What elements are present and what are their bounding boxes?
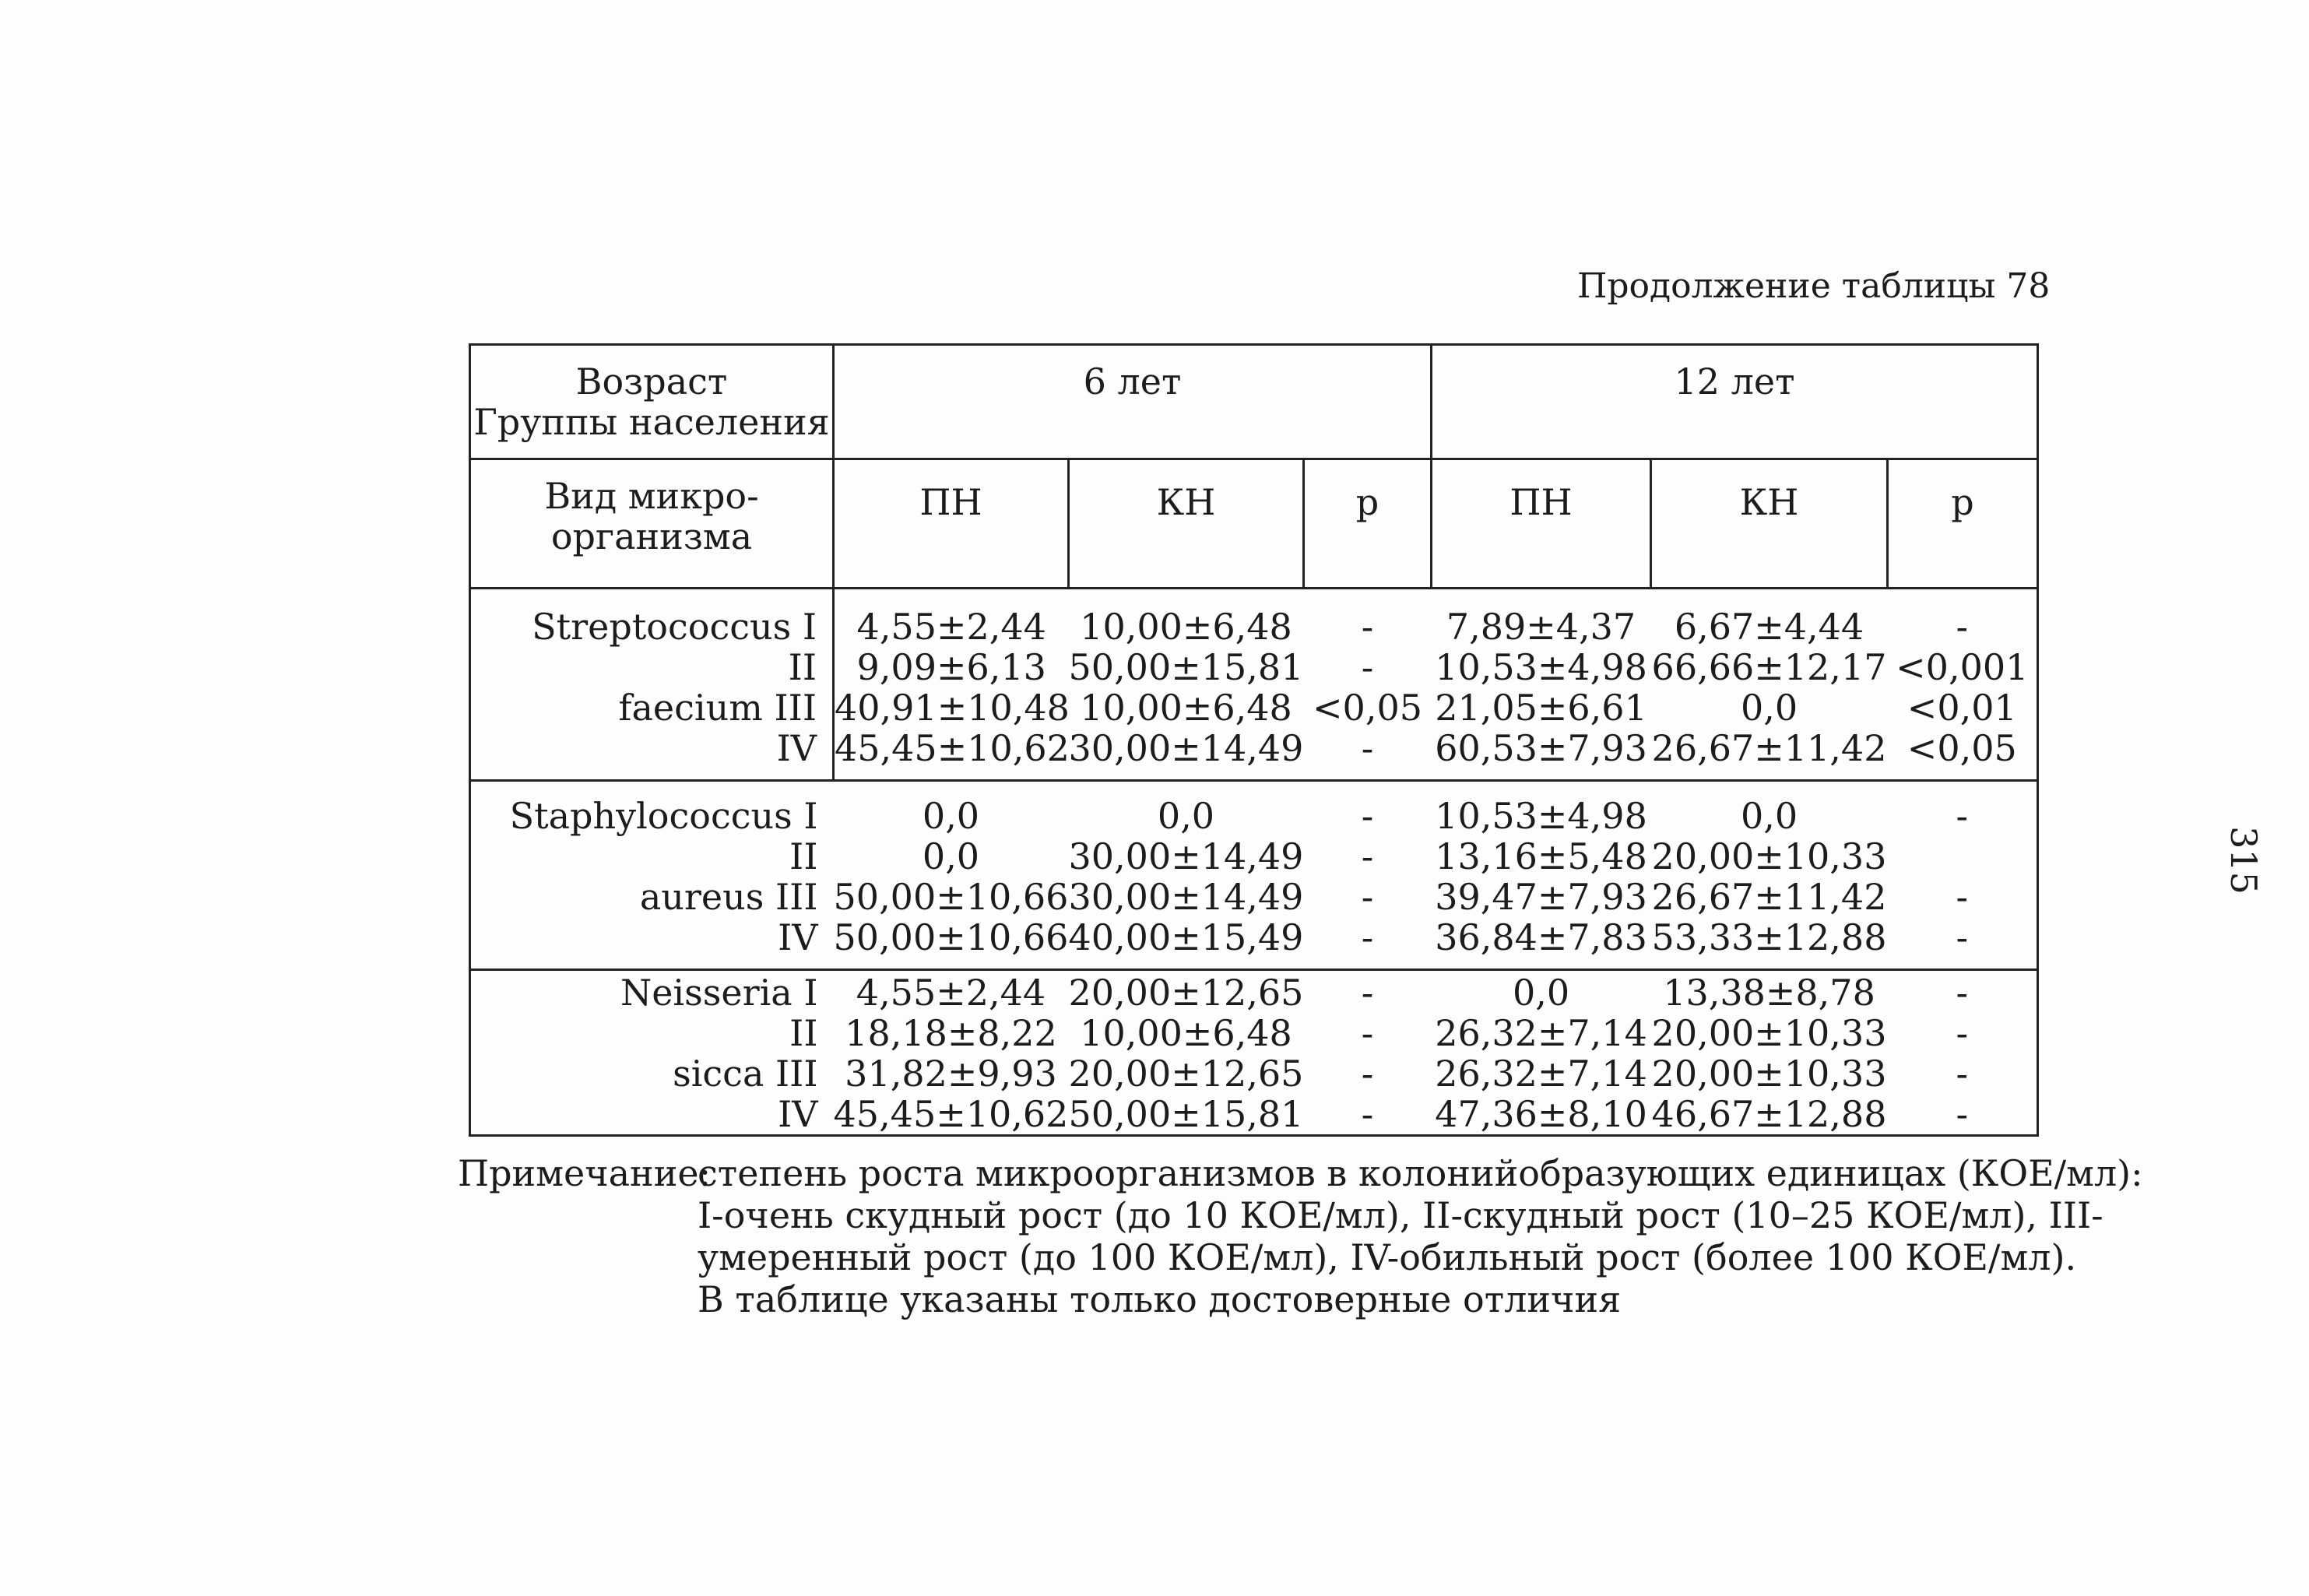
- organism-labels: [470, 781, 834, 970]
- p6-values: [1304, 970, 1432, 1136]
- table-cell: 30,00±14,49: [1068, 835, 1304, 877]
- table-cell: <0,001: [1896, 646, 2029, 688]
- table-cell: 40,00±15,49: [1068, 916, 1304, 958]
- table-cell: 36,84±7,83: [1435, 916, 1647, 958]
- table-cell: 30,00±14,49: [1068, 876, 1304, 918]
- header-p-6: p: [1304, 459, 1432, 589]
- note-text: [698, 1152, 2143, 1320]
- p12-values: [1888, 970, 2038, 1136]
- corner-organism-label-2: организма: [550, 515, 753, 557]
- table-cell: 0,0: [1740, 795, 1798, 837]
- group-staphylococcus: [470, 781, 2038, 970]
- organism-label: IV: [778, 916, 818, 958]
- note-line: I-очень скудный рост (до 10 КОЕ/мл), II-скудный рост (10–25 КОЕ/мл), III-: [698, 1194, 2103, 1236]
- table-cell: 10,00±6,48: [1080, 687, 1292, 729]
- table-cell: 60,53±7,93: [1435, 727, 1647, 769]
- table-cell: 0,0: [1740, 687, 1798, 729]
- organism-labels: [470, 970, 834, 1136]
- note-label: Примечание:: [458, 1152, 712, 1194]
- header-kn-12: КН: [1651, 459, 1888, 589]
- note-line: В таблице указаны только достоверные отличия: [698, 1278, 1622, 1320]
- table-cell: 0,0: [1157, 795, 1215, 837]
- organism-labels: [470, 589, 834, 781]
- table-cell: -: [1361, 1012, 1374, 1054]
- p6-values: [1304, 589, 1432, 781]
- kn6-values: [1069, 589, 1304, 781]
- table-cell: 47,36±8,10: [1435, 1093, 1647, 1135]
- corner-header-organism: [470, 459, 834, 589]
- pn6-values: [834, 781, 1069, 970]
- table-cell: 66,66±12,17: [1651, 646, 1887, 688]
- table-cell: -: [1361, 1053, 1374, 1095]
- pn6-values: [834, 589, 1069, 781]
- organism-label: faecium III: [618, 687, 817, 729]
- p12-values: [1888, 589, 2038, 781]
- organism-label: II: [789, 1012, 818, 1054]
- kn12-values: [1651, 589, 1888, 781]
- note-line: умеренный рост (до 100 КОЕ/мл), IV-обильный рост (более 100 КОЕ/мл).: [698, 1236, 2077, 1278]
- organism-label: Neisseria I: [620, 972, 818, 1014]
- header-p-12: p: [1888, 459, 2038, 589]
- table-cell: 26,67±11,42: [1651, 727, 1887, 769]
- table-cell: [1888, 836, 2037, 877]
- table-cell: <0,05: [1313, 687, 1422, 729]
- table-cell: 18,18±8,22: [845, 1012, 1057, 1054]
- table-cell: 40,91±10,48: [835, 687, 1070, 729]
- corner-header-age: [470, 345, 834, 459]
- table-cell: 4,55±2,44: [856, 972, 1046, 1014]
- organism-label: Staphylococcus I: [509, 795, 818, 837]
- table-cell: 6,67±4,44: [1674, 606, 1864, 648]
- table-cell: -: [1956, 1012, 1969, 1054]
- organism-label: IV: [778, 1093, 818, 1135]
- table-cell: -: [1361, 606, 1374, 648]
- table-cell: 0,0: [1512, 972, 1570, 1014]
- organism-label: aureus III: [639, 876, 818, 918]
- table-cell: 26,67±11,42: [1651, 876, 1887, 918]
- table-cell: 21,05±6,61: [1435, 687, 1647, 729]
- table-cell: 20,00±10,33: [1651, 1012, 1887, 1054]
- table-cell: -: [1956, 1053, 1969, 1095]
- table-cell: 10,00±6,48: [1080, 606, 1292, 648]
- table-cell: -: [1361, 646, 1374, 688]
- pn12-values: [1432, 781, 1651, 970]
- note-line: степень роста микроорганизмов в колонийобразующих единицах (КОЕ/мл):: [698, 1152, 2143, 1194]
- table-cell: 0,0: [922, 835, 980, 877]
- kn6-values: [1069, 970, 1304, 1136]
- kn6-values: [1069, 781, 1304, 970]
- table-cell: 13,16±5,48: [1435, 835, 1647, 877]
- pn12-values: [1432, 970, 1651, 1136]
- table-cell: -: [1361, 1093, 1374, 1135]
- p6-values: [1304, 781, 1432, 970]
- table-cell: -: [1956, 1093, 1969, 1135]
- table-cell: -: [1956, 916, 1969, 958]
- table-cell: 20,00±10,33: [1651, 835, 1887, 877]
- table-cell: 31,82±9,93: [845, 1053, 1057, 1095]
- header-age-6: 6 лет: [834, 345, 1432, 459]
- data-table: [469, 343, 2039, 1137]
- table-cell: 50,00±10,66: [833, 876, 1069, 918]
- table-cell: 50,00±10,66: [833, 916, 1069, 958]
- organism-label: sicca III: [673, 1053, 818, 1095]
- header-pn-12: ПН: [1432, 459, 1651, 589]
- table-cell: <0,05: [1907, 727, 2017, 769]
- page-number: 315: [2222, 826, 2265, 895]
- table-cell: -: [1956, 606, 1969, 648]
- table-cell: 10,00±6,48: [1080, 1012, 1292, 1054]
- table-cell: 0,0: [922, 795, 980, 837]
- table-cell: 50,00±15,81: [1068, 646, 1304, 688]
- table-cell: 10,53±4,98: [1435, 646, 1647, 688]
- group-streptococcus: [470, 589, 2038, 781]
- table-cell: 26,32±7,14: [1435, 1053, 1647, 1095]
- header-kn-6: КН: [1069, 459, 1304, 589]
- kn12-values: [1651, 970, 1888, 1136]
- table-cell: 13,38±8,78: [1663, 972, 1875, 1014]
- table-cell: 39,47±7,93: [1435, 876, 1647, 918]
- kn12-values: [1651, 781, 1888, 970]
- table-cell: -: [1361, 835, 1374, 877]
- corner-groups-label: Группы населения: [473, 401, 830, 443]
- table-cell: -: [1956, 795, 1969, 837]
- table-cell: 10,53±4,98: [1435, 795, 1647, 837]
- table-cell: 20,00±10,33: [1651, 1053, 1887, 1095]
- pn6-values: [834, 970, 1069, 1136]
- p12-values: [1888, 781, 2038, 970]
- table-cell: 7,89±4,37: [1446, 606, 1636, 648]
- table-cell: -: [1956, 972, 1969, 1014]
- organism-label: IV: [776, 727, 817, 769]
- table-cell: 46,67±12,88: [1651, 1093, 1887, 1135]
- table-cell: -: [1361, 916, 1374, 958]
- group-neisseria: [470, 970, 2038, 1136]
- header-pn-6: ПН: [834, 459, 1069, 589]
- table-cell: 53,33±12,88: [1651, 916, 1887, 958]
- table-cell: -: [1956, 876, 1969, 918]
- pn12-values: [1432, 589, 1651, 781]
- organism-label: II: [789, 835, 818, 877]
- table-cell: <0,01: [1907, 687, 2017, 729]
- corner-organism-label-1: Вид микро-: [544, 475, 759, 517]
- organism-label: Streptococcus I: [532, 606, 817, 648]
- table-cell: 45,45±10,62: [833, 1093, 1069, 1135]
- table-caption: Продолжение таблицы 78: [1577, 266, 2051, 306]
- table-cell: 45,45±10,62: [835, 727, 1070, 769]
- table-cell: -: [1361, 795, 1374, 837]
- table-cell: -: [1361, 876, 1374, 918]
- table-cell: 26,32±7,14: [1435, 1012, 1647, 1054]
- table-cell: 50,00±15,81: [1068, 1093, 1304, 1135]
- table-cell: 9,09±6,13: [856, 646, 1046, 688]
- table-cell: -: [1361, 727, 1374, 769]
- corner-age-label: Возраст: [575, 360, 728, 403]
- table-cell: 20,00±12,65: [1068, 972, 1304, 1014]
- header-age-12: 12 лет: [1432, 345, 2038, 459]
- table-cell: 4,55±2,44: [856, 606, 1046, 648]
- table-cell: 30,00±14,49: [1068, 727, 1304, 769]
- table-cell: 20,00±12,65: [1068, 1053, 1304, 1095]
- table-cell: -: [1361, 972, 1374, 1014]
- organism-label: II: [788, 646, 817, 688]
